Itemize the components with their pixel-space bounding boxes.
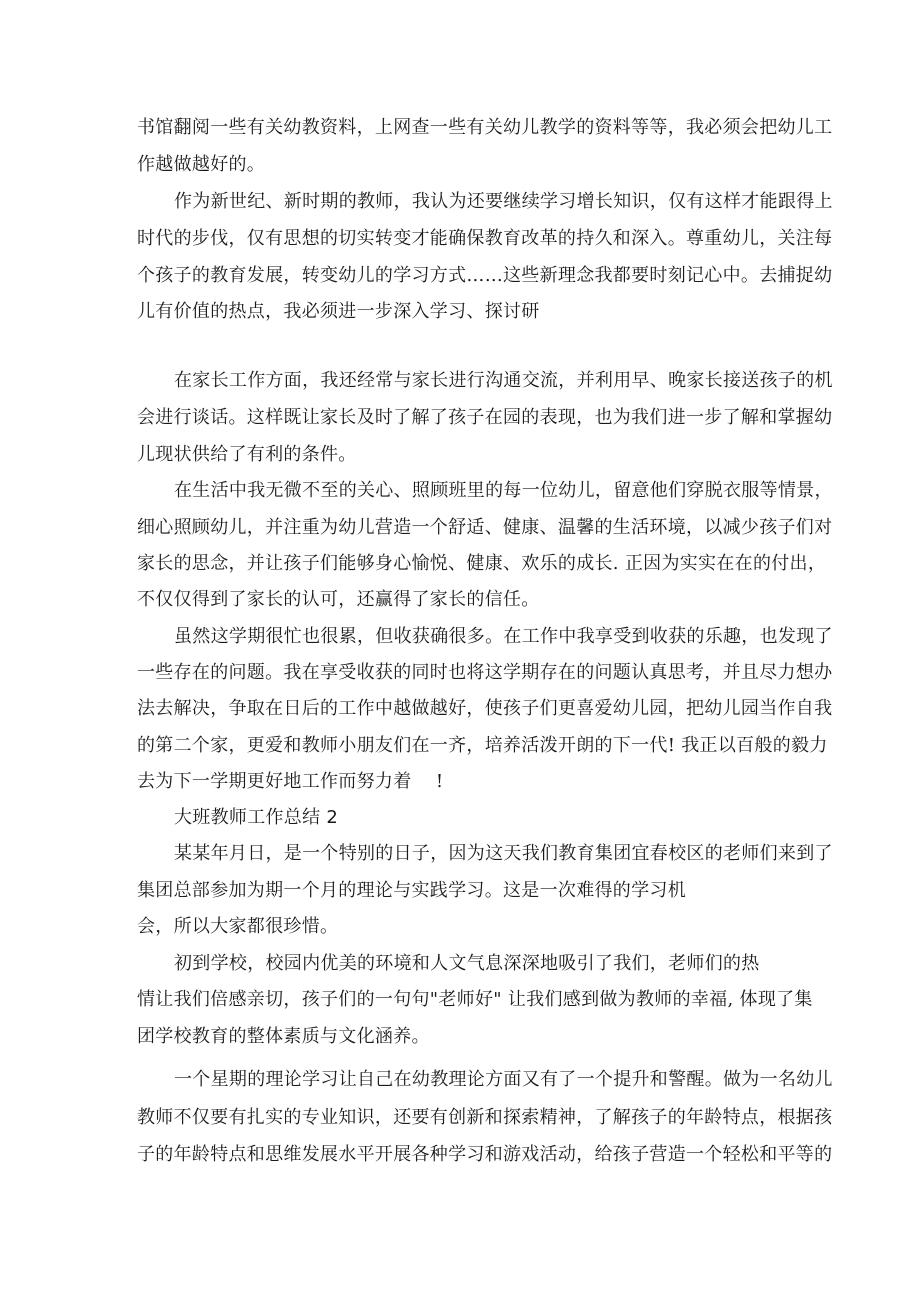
text-line: 个孩子的教育发展，转变幼儿的学习方式……这些新理念我都要时刻记心中。去捕捉幼 <box>137 265 833 286</box>
text-line: 作越做越好的。 <box>137 154 266 175</box>
text-line: 子的年龄特点和思维发展水平开展各种学习和游戏活动，给孩子营造一个轻松和平等的 <box>137 1144 833 1165</box>
text-line: 会进行谈话。这样既让家长及时了解了孩子在园的表现，也为我们进一步了解和掌握幼 <box>137 407 833 428</box>
section-heading: 大班教师工作总结 2 <box>174 807 339 828</box>
text-line: 在生活中我无微不至的关心、照顾班里的每一位幼儿，留意他们穿脱衣服等情景， <box>174 480 833 501</box>
text-line: 团学校教育的整体素质与文化涵养。 <box>137 1026 430 1047</box>
text-line: 初到学校，校园内优美的环境和人文气息深深地吸引了我们，老师们的热 <box>174 953 760 974</box>
text-line: 教师不仅要有扎实的专业知识，还要有创新和探索精神，了解孩子的年龄特点，根据孩 <box>137 1107 833 1128</box>
text-line: 某某年月日，是一个特别的日子，因为这天我们教育集团宜春校区的老师们来到了 <box>174 843 833 864</box>
text-line: 不仅仅得到了家长的认可，还赢得了家长的信任。 <box>137 589 540 610</box>
text-line: 去为下一学期更好地工作而努力着 ! <box>137 771 444 792</box>
text-line: 法去解决，争取在日后的工作中越做越好，使孩子们更喜爱幼儿园，把幼儿园当作自我 <box>137 698 833 719</box>
text-line: 情让我们倍感亲切，孩子们的一句句"老师好" 让我们感到做为教师的幸福, 体现了集 <box>137 989 813 1010</box>
text-line: 一些存在的问题。我在享受收获的同时也将这学期存在的问题认真思考，并且尽力想办 <box>137 662 833 683</box>
text-line: 家长的思念，并让孩子们能够身心愉悦、健康、欢乐的成长. 正因为实实在在的付出， <box>137 553 827 574</box>
text-line: 细心照顾幼儿，并注重为幼儿营造一个舒适、健康、温馨的生活环境，以减少孩子们对 <box>137 517 833 538</box>
text-line: 时代的步伐，仅有思想的切实转变才能确保教育改革的持久和深入。尊重幼儿，关注每 <box>137 228 833 249</box>
text-line: 会，所以大家都很珍惜。 <box>137 916 339 937</box>
text-line: 作为新世纪、新时期的教师，我认为还要继续学习增长知识，仅有这样才能跟得上 <box>174 191 833 212</box>
text-line: 的第二个家，更爱和教师小朋友们在一齐，培养活泼开朗的下一代! 我正以百般的毅力 <box>137 735 828 756</box>
text-line: 儿有价值的热点，我必须进一步深入学习、探讨研 <box>137 301 540 322</box>
text-line: 集团总部参加为期一个月的理论与实践学习。这是一次难得的学习机 <box>137 880 686 901</box>
text-line: 在家长工作方面，我还经常与家长进行沟通交流，并利用早、晚家长接送孩子的机 <box>174 370 833 391</box>
text-line: 虽然这学期很忙也很累，但收获确很多。在工作中我享受到收获的乐趣，也发现了 <box>174 626 833 647</box>
text-line: 书馆翻阅一些有关幼教资料，上网查一些有关幼儿教学的资料等等，我必须会把幼儿工 <box>137 117 833 138</box>
text-line: 一个星期的理论学习让自己在幼教理论方面又有了一个提升和警醒。做为一名幼儿 <box>174 1069 833 1090</box>
text-line: 儿现状供给了有利的条件。 <box>137 444 357 465</box>
